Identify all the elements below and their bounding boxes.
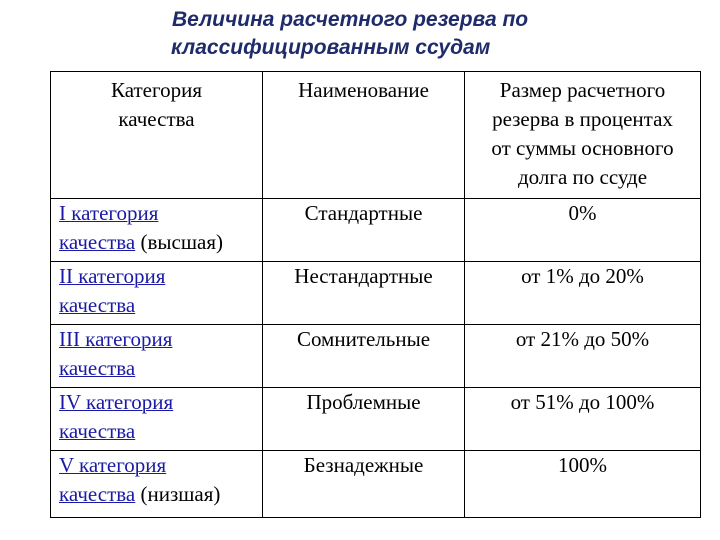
title-line-2: классифицированным ссудам	[171, 36, 491, 59]
size-cell: от 51% до 100%	[465, 388, 701, 451]
category-link[interactable]: V категория	[59, 453, 167, 477]
name-cell: Сомнительные	[263, 325, 465, 388]
table-row	[51, 262, 701, 325]
category-link[interactable]: качества	[59, 356, 136, 380]
header-size	[465, 72, 701, 199]
title-line-1: Величина расчетного резерва по	[172, 8, 529, 31]
header-category	[51, 72, 263, 199]
table-row	[51, 199, 701, 262]
size-cell: от 1% до 20%	[465, 262, 701, 325]
header-size-line: резерва в процентах	[492, 107, 673, 131]
size-cell: от 21% до 50%	[465, 325, 701, 388]
category-link[interactable]: качества	[59, 419, 136, 443]
table-row	[51, 325, 701, 388]
category-suffix: (низшая)	[135, 482, 221, 506]
reserve-table	[50, 71, 701, 518]
category-cell	[51, 199, 263, 262]
category-link[interactable]: III категория	[59, 327, 173, 351]
size-cell: 100%	[465, 451, 701, 518]
header-size-line: от суммы основного	[491, 136, 674, 160]
category-link[interactable]: II категория	[59, 264, 166, 288]
category-link[interactable]: качества	[59, 482, 136, 506]
category-suffix: (высшая)	[135, 230, 223, 254]
category-cell	[51, 388, 263, 451]
header-name-line: Наименование	[298, 78, 429, 102]
name-cell: Нестандартные	[263, 262, 465, 325]
header-name	[263, 72, 465, 199]
name-cell: Проблемные	[263, 388, 465, 451]
category-link[interactable]: IV категория	[59, 390, 174, 414]
table-row	[51, 388, 701, 451]
header-category-line: Категория	[111, 78, 202, 102]
header-size-line: долга по ссуде	[517, 165, 648, 189]
header-size-line: Размер расчетного	[499, 78, 666, 102]
category-cell	[51, 262, 263, 325]
page-title	[172, 6, 642, 62]
category-cell	[51, 325, 263, 388]
size-cell: 0%	[465, 199, 701, 262]
table-header-row	[51, 72, 701, 199]
category-cell	[51, 451, 263, 518]
category-link[interactable]: качества	[59, 293, 136, 317]
name-cell: Безнадежные	[263, 451, 465, 518]
header-category-line: качества	[118, 107, 195, 131]
name-cell: Стандартные	[263, 199, 465, 262]
table-row	[51, 451, 701, 518]
category-link[interactable]: I категория	[59, 201, 159, 225]
category-link[interactable]: качества	[59, 230, 136, 254]
